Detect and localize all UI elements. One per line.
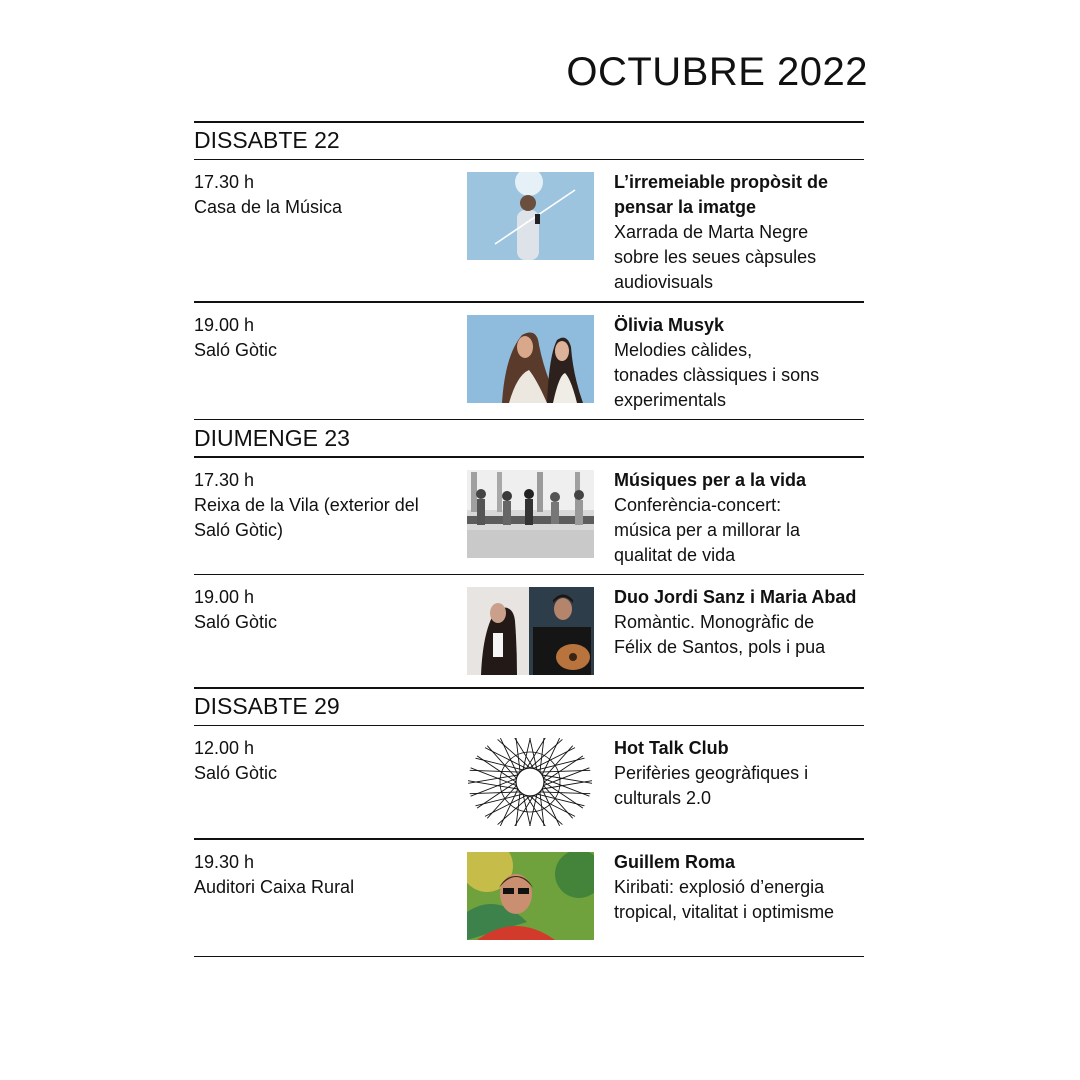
event-program [194, 121, 864, 957]
divider [194, 956, 864, 958]
event-info [614, 468, 866, 568]
event-venue: Saló Gòtic [194, 612, 278, 632]
event-when-where [194, 736, 449, 786]
event-description: Félix de Santos, pols i pua [614, 637, 826, 657]
day-header: DIUMENGE 23 [194, 424, 350, 451]
event-title: Guillem Roma [614, 851, 736, 872]
event-when-where [194, 170, 449, 220]
event-title: Ölivia Musyk [614, 314, 725, 335]
event-info [614, 585, 866, 660]
event-description: tonades clàssiques i sons [614, 364, 820, 385]
event-row [194, 458, 864, 574]
event-info [614, 313, 866, 413]
event-description: Romàntic. Monogràfic de [614, 612, 815, 632]
event-description: música per a millorar la [614, 519, 801, 540]
event-info [614, 850, 866, 925]
event-description: sobre les seues càpsules [614, 247, 817, 267]
event-description: experimentals [614, 389, 727, 410]
event-venue: Reixa de la Vila (exterior del [194, 494, 419, 515]
event-title: Duo Jordi Sanz i Maria Abad [614, 587, 857, 607]
event-title: Hot Talk Club [614, 738, 729, 758]
event-venue: Auditori Caixa Rural [194, 876, 355, 897]
event-title: L’irremeiable propòsit de [614, 172, 829, 192]
event-description: Melodies càlides, [614, 339, 753, 360]
event-title: Músiques per a la vida [614, 469, 807, 490]
event-description: tropical, vitalitat i optimisme [614, 901, 835, 922]
event-info [614, 736, 866, 811]
event-description: audiovisuals [614, 272, 714, 292]
two-women-sky-photo [467, 315, 594, 403]
event-venue: Saló Gòtic [194, 339, 278, 360]
day-header: DISSABTE 29 [194, 693, 340, 719]
event-when-where [194, 313, 449, 363]
event-description: qualitat de vida [614, 544, 736, 565]
event-time: 12.00 h [194, 738, 255, 758]
event-row [194, 726, 864, 838]
group-dance-bw-photo [467, 470, 594, 558]
man-sunglasses-photo [467, 852, 594, 940]
event-description: Kiribati: explosió d’energia [614, 876, 825, 897]
event-when-where [194, 468, 449, 543]
event-description: Perifèries geogràfiques i [614, 763, 809, 783]
event-time: 17.30 h [194, 172, 255, 192]
event-time: 17.30 h [194, 469, 255, 490]
day-header: DISSABTE 22 [194, 127, 340, 153]
event-title: pensar la imatge [614, 197, 757, 217]
event-description: culturals 2.0 [614, 788, 712, 808]
event-when-where [194, 850, 449, 900]
event-description: Xarrada de Marta Negre [614, 222, 809, 242]
event-venue: Saló Gòtic) [194, 519, 284, 540]
duo-musicians-photo [467, 587, 594, 675]
page-title: OCTUBRE 2022 [566, 50, 868, 94]
event-time: 19.00 h [194, 587, 255, 607]
event-row [194, 575, 864, 687]
woman-with-balloon-photo [467, 172, 594, 260]
event-venue: Casa de la Música [194, 197, 343, 217]
event-when-where [194, 585, 449, 635]
event-time: 19.30 h [194, 851, 255, 872]
event-venue: Saló Gòtic [194, 763, 278, 783]
event-description: Conferència-concert: [614, 494, 782, 515]
event-row [194, 160, 864, 301]
event-row [194, 840, 864, 956]
event-time: 19.00 h [194, 314, 255, 335]
geometric-web-logo [467, 738, 594, 826]
event-info [614, 170, 866, 295]
event-row [194, 303, 864, 419]
